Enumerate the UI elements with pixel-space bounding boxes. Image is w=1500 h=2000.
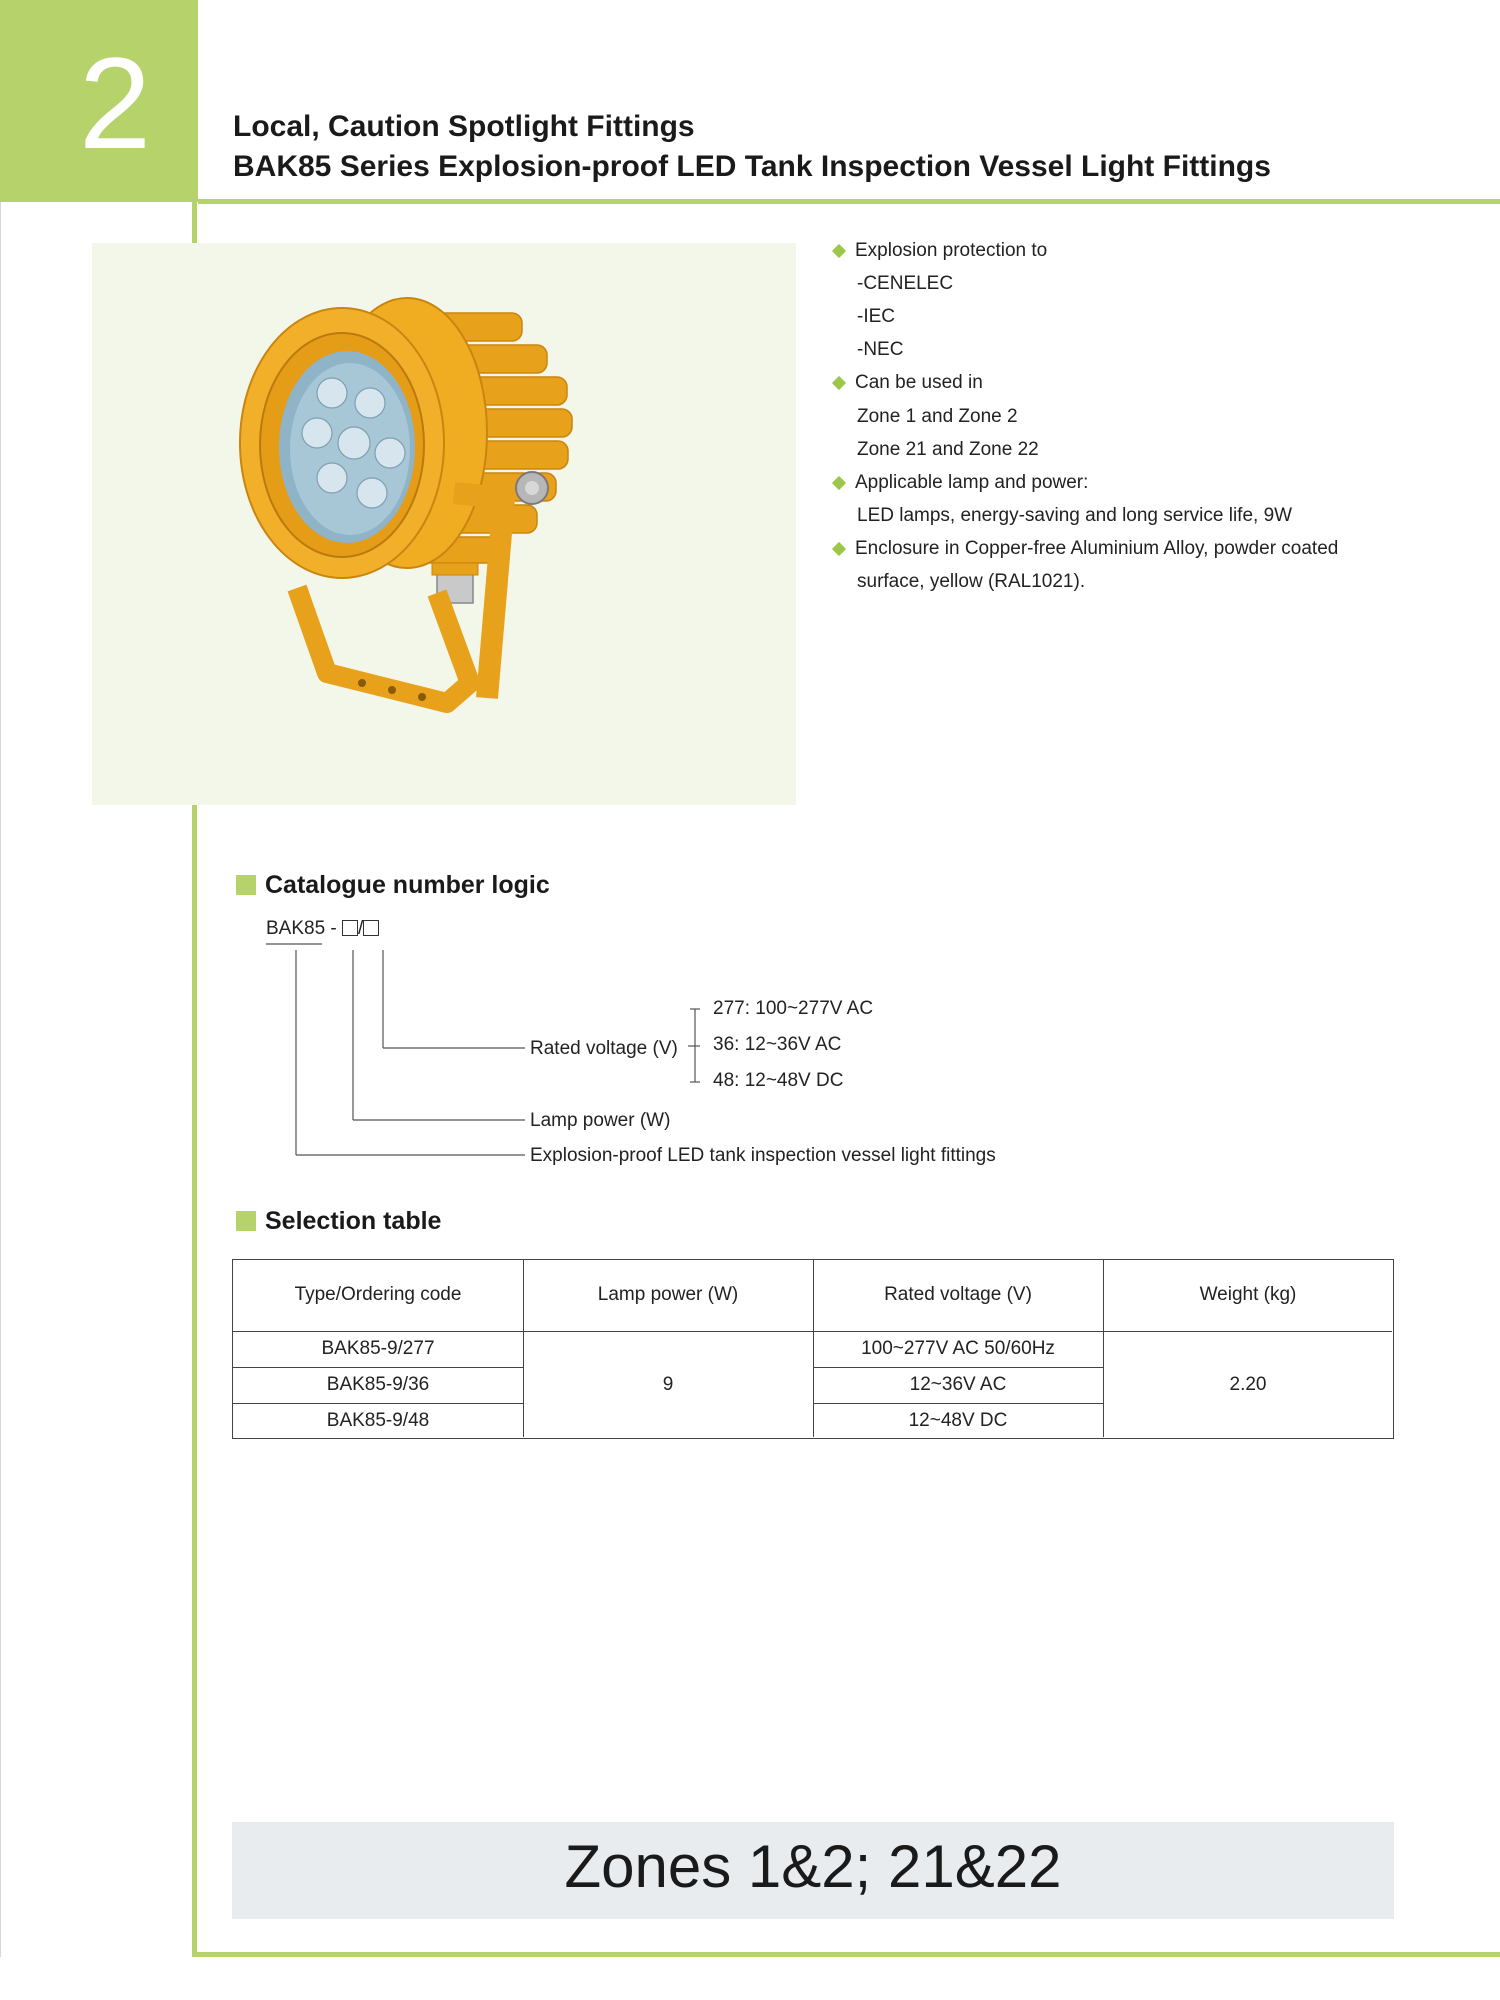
code-prefix: BAK85 -: [266, 918, 337, 939]
table-cell-code: BAK85-9/36: [326, 1374, 430, 1395]
table-header-power: Lamp power (W): [597, 1284, 739, 1305]
feature-subitem: Zone 21 and Zone 22: [857, 438, 1039, 460]
table-divider: [233, 1367, 523, 1368]
feature-item: Applicable lamp and power:: [855, 471, 1089, 493]
table-divider: [813, 1367, 1103, 1368]
page-subtitle: Local, Caution Spotlight Fittings: [233, 110, 695, 143]
page-title: BAK85 Series Explosion-proof LED Tank Inspection Vessel Light Fittings: [233, 150, 1271, 183]
section-bullet: [236, 1211, 256, 1231]
table-divider: [813, 1403, 1103, 1404]
voltage-option-36: 36: 12~36V AC: [713, 1034, 842, 1055]
feature-subitem: LED lamps, energy-saving and long service life, 9W: [857, 504, 1293, 526]
lamp-power-label: Lamp power (W): [530, 1110, 671, 1131]
table-cell-code: BAK85-9/277: [321, 1338, 435, 1359]
feature-item: Explosion protection to: [855, 240, 1048, 261]
feature-subitem: -CENELEC: [857, 273, 954, 295]
table-cell-voltage: 12~48V DC: [908, 1410, 1008, 1431]
selection-heading: Selection table: [265, 1207, 442, 1235]
table-cell-voltage: 12~36V AC: [909, 1374, 1007, 1395]
voltage-option-48: 48: 12~48V DC: [713, 1070, 844, 1091]
table-header-code: Type/Ordering code: [294, 1284, 462, 1305]
feature-item: Enclosure in Copper-free Aluminium Alloy, powder coated: [855, 537, 1339, 559]
table-cell-power: 9: [662, 1374, 674, 1395]
table-header-voltage: Rated voltage (V): [884, 1284, 1032, 1305]
table-cell-weight: 2.20: [1229, 1374, 1267, 1395]
feature-item: Can be used in: [855, 372, 983, 394]
table-divider: [233, 1331, 1392, 1332]
feature-subitem: -IEC: [857, 306, 895, 328]
selection-table: [232, 1259, 1394, 1439]
table-divider: [233, 1403, 523, 1404]
feature-subitem: Zone 1 and Zone 2: [857, 405, 1018, 427]
table-cell-code: BAK85-9/48: [326, 1410, 430, 1431]
feature-subitem: surface, yellow (RAL1021).: [857, 571, 1086, 592]
zones-banner-text: Zones 1&2; 21&22: [564, 1833, 1062, 1900]
product-label: Explosion-proof LED tank inspection vessel light fittings: [530, 1145, 996, 1166]
rated-voltage-label: Rated voltage (V): [530, 1038, 678, 1059]
code-separator: /: [358, 918, 364, 939]
voltage-option-277: 277: 100~277V AC: [713, 998, 874, 1019]
table-cell-voltage: 100~277V AC 50/60Hz: [861, 1338, 1055, 1359]
section-number: 2: [78, 30, 152, 176]
table-header-weight: Weight (kg): [1199, 1284, 1297, 1305]
feature-subitem: -NEC: [857, 339, 904, 361]
catalogue-heading: Catalogue number logic: [265, 871, 550, 899]
